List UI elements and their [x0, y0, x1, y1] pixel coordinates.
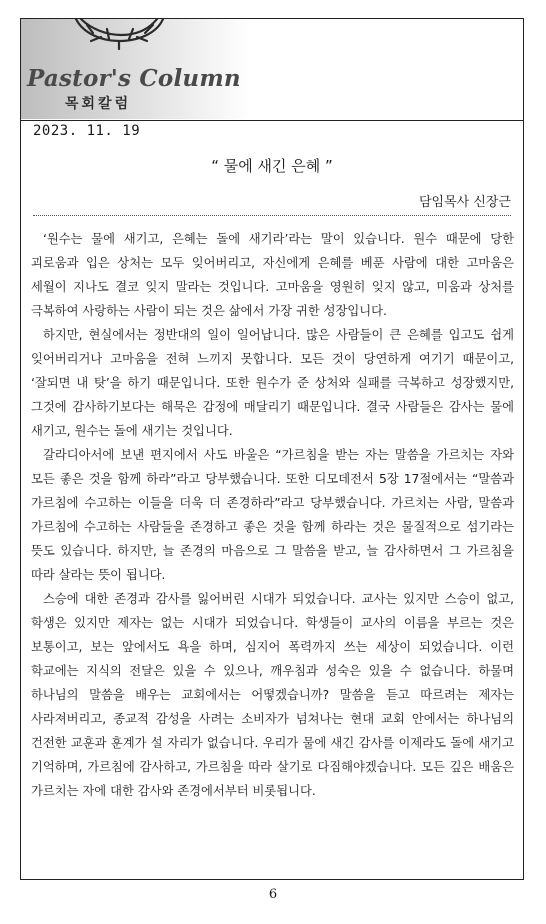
article-paragraph: 하지만, 현실에서는 정반대의 일이 일어납니다. 많은 사람들이 큰 은혜를 입고도 쉽게 잊어버리거나 고마움을 전혀 느끼지 못합니다. 모든 것이 당연하게 여기기 때문이고, ‘잘되면 내 탓’을 하기 때문입니다. 또한 원수가 준 상처와 실패를 극복하고 성장했지만, 그것에 감사하기보다는 해묵은 감정에 매달리기 때문입니다. 결국 사람들은 감사는 물에 새기고, 원수는 돌에 새기는 것입니다. — [31, 328, 514, 438]
article-body — [31, 227, 514, 803]
column-title: Pastor's Column — [27, 65, 241, 92]
column-subtitle: 목회칼럼 — [65, 96, 132, 112]
page-number: 6 — [268, 887, 278, 902]
column-frame — [20, 18, 524, 880]
article-author: 담임목사 신장근 — [418, 195, 511, 210]
column-header — [21, 19, 523, 121]
article-date: 2023. 11. 19 — [33, 123, 141, 139]
article-paragraph: 스승에 대한 존경과 감사를 잃어버린 시대가 되었습니다. 교사는 있지만 스승이 없고, 학생은 있지만 제자는 없는 시대가 되었습니다. 학생들이 교사의 이름을 부르는 것은 보통이고, 보는 앞에서도 욕을 하며, 심지어 폭력까지 쓰는 세상이 되었습니다. 이런 학교에는 지식의 전달은 있을 수 있으나, 깨우침과 성숙은 있을 수 없습니다. 하물며 하나님의 말씀을 배우는 교회에서는 어떻겠습니까? 말씀을 듣고 따르려는 제자는 사라져버리고, 종교적 감성을 사려는 소비자가 넘쳐나는 현대 교회 안에서는 하나님의 건전한 교훈과 훈계가 설 자리가 없습니다. 우리가 물에 새긴 감사를 이제라도 돌에 새기고 기억하며, 가르침에 감사하고, 가르침을 따라 살기로 다짐해야겠습니다. 모든 깊은 배움은 가르치는 자에 대한 감사와 존경에서부터 비롯됩니다. — [31, 592, 514, 798]
article-title: “ 물에 새긴 은혜 ” — [211, 157, 333, 175]
dotted-divider — [33, 215, 511, 216]
article-paragraph: 갈라디아서에 보낸 편지에서 사도 바울은 “가르침을 받는 자는 말씀을 가르치는 자와 모든 좋은 것을 함께 하라”라고 당부했습니다. 또한 디모데전서 5장 17절에서는 “말씀과 가르침에 수고하는 이들을 더욱 더 존경하라”라고 당부했습니다. 가르치는 사람, 말씀과 가르침에 수고하는 사람들을 존경하고 좋은 것을 함께 하라는 것은 물질적으로 섬기라는 뜻도 있습니다. 하지만, 늘 존경의 마음으로 그 말씀을 받고, 늘 감사하면서 그 가르침을 따라 살라는 뜻이 됩니다. — [31, 448, 514, 582]
header-divider — [21, 120, 523, 121]
article-paragraph: ‘원수는 물에 새기고, 은혜는 돌에 새기라’라는 말이 있습니다. 원수 때문에 당한 괴로움과 입은 상처는 모두 잊어버리고, 자신에게 은혜를 베푼 사람에 대한 고마움은 세월이 지나도 결코 잊지 말라는 것입니다. 고마움을 영원히 잊지 않고, 미움과 상처를 극복하여 사랑하는 사람이 되는 것은 삶에서 가장 귀한 성장입니다. — [31, 232, 514, 318]
